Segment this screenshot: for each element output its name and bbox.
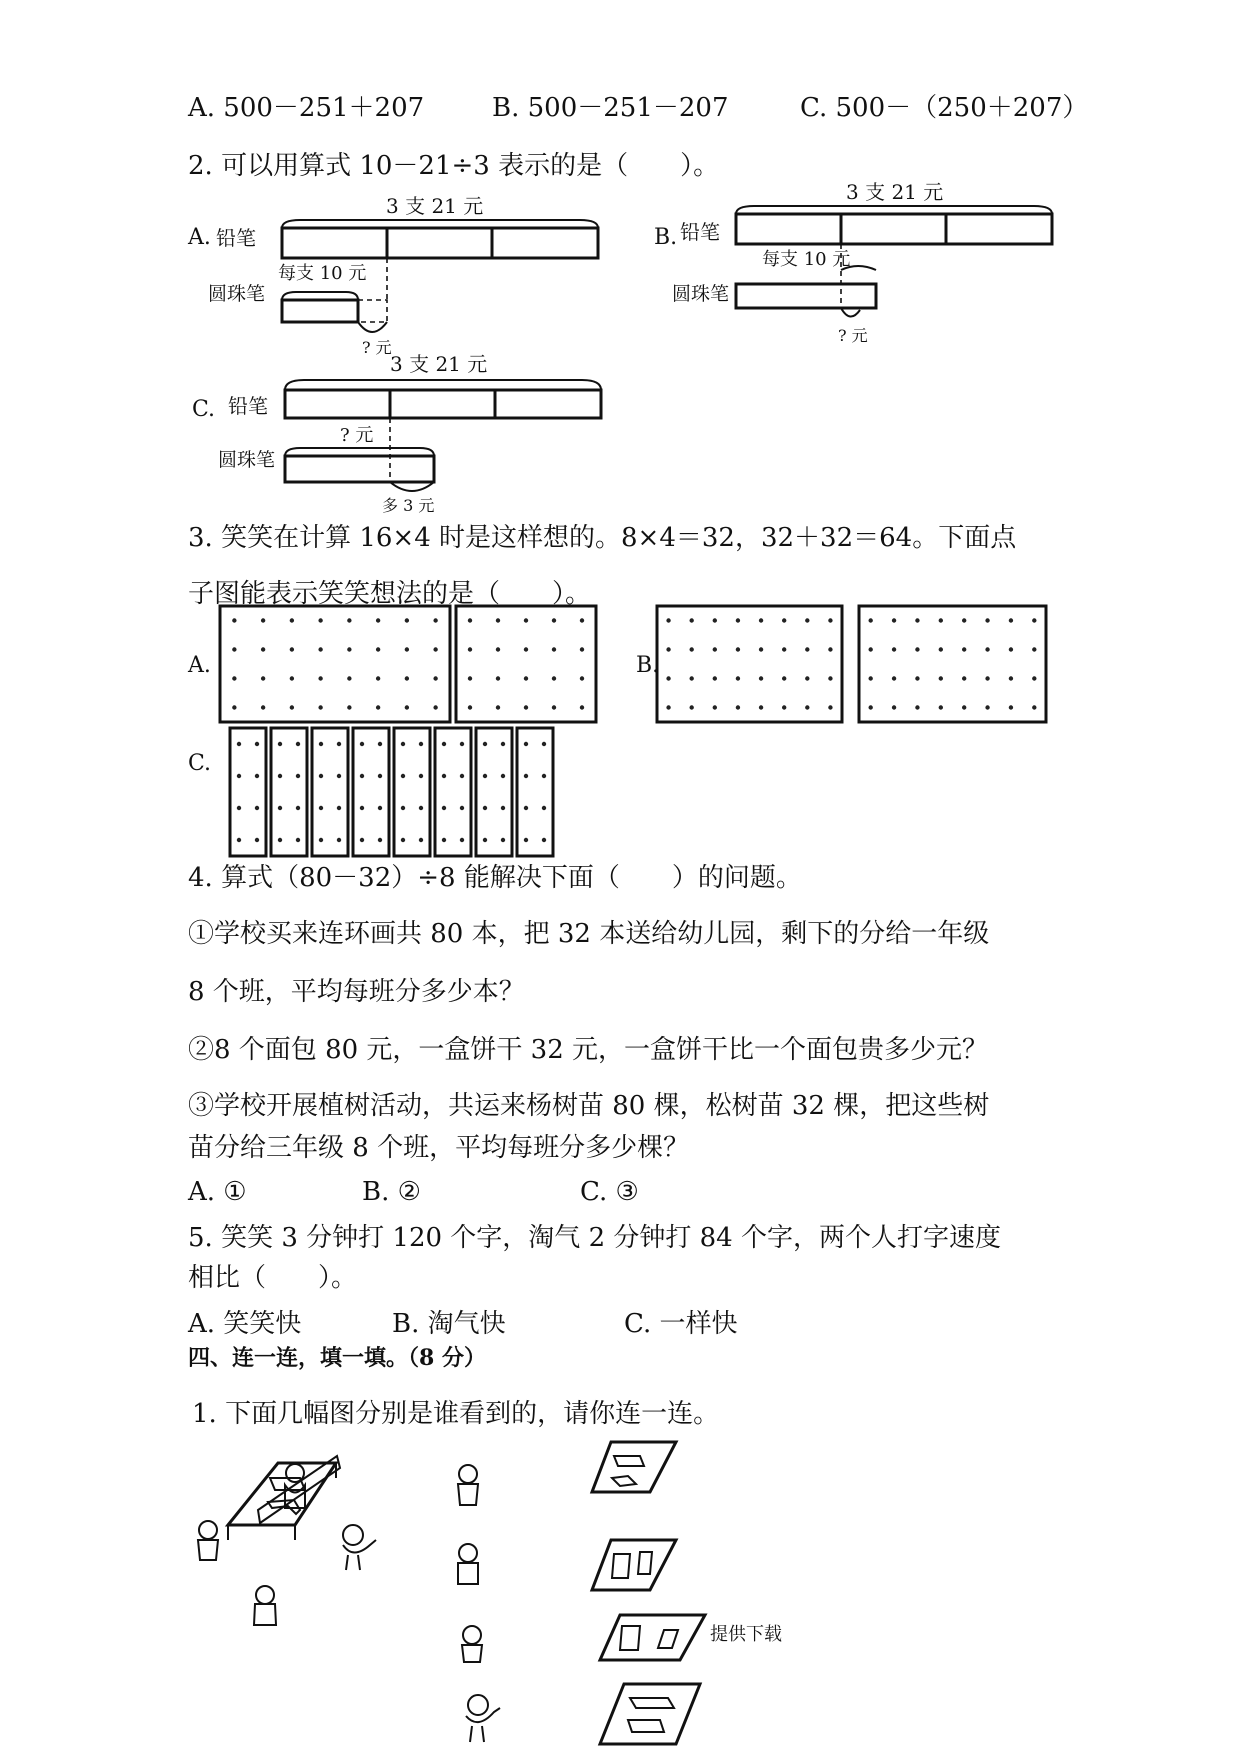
dot [319, 774, 323, 778]
dot [1009, 618, 1013, 622]
dot [580, 618, 584, 622]
q4-item3-line2: 苗分给三年级 8 个班，平均每班分多少棵？ [188, 1133, 690, 1163]
dot [496, 676, 500, 680]
dot [237, 806, 241, 810]
q5-option-a: A. 笑笑快 [188, 1309, 302, 1339]
dot-strip [476, 728, 512, 856]
dot [483, 838, 487, 842]
dot [805, 647, 809, 651]
dot [985, 647, 989, 651]
dot [713, 647, 717, 651]
dot [892, 647, 896, 651]
b-total-label: 3 支 21 元 [846, 180, 944, 204]
dot [378, 742, 382, 746]
dot [985, 705, 989, 709]
dot [460, 742, 464, 746]
dot-strip [271, 728, 307, 856]
q4-option-a: A. ① [188, 1177, 247, 1207]
observation-picture [198, 1442, 705, 1744]
dot [483, 806, 487, 810]
dot [828, 705, 832, 709]
dot [868, 705, 872, 709]
dot [442, 774, 446, 778]
q4-item1-line2: 8 个班，平均每班分多少本？ [188, 977, 525, 1007]
dot [255, 838, 259, 842]
dot [552, 705, 556, 709]
section4-question1: 1. 下面几幅图分别是谁看到的，请你连一连。 [192, 1399, 720, 1429]
q3-option-c: C. [188, 751, 212, 776]
dot [376, 618, 380, 622]
dot [892, 705, 896, 709]
b-letter: B. [654, 225, 678, 250]
dot [468, 647, 472, 651]
dot [232, 676, 236, 680]
dot [689, 676, 693, 680]
q4-item1-line1: ①学校买来连环画共 80 本，把 32 本送给幼儿园，剩下的分给一年级 [188, 919, 990, 949]
dot [805, 705, 809, 709]
dot [319, 806, 323, 810]
dot [296, 806, 300, 810]
dot [255, 742, 259, 746]
dot [939, 618, 943, 622]
dot [442, 742, 446, 746]
dot [892, 618, 896, 622]
dot [278, 742, 282, 746]
dot [290, 618, 294, 622]
c-pen-label: 圆珠笔 [218, 449, 276, 471]
dot [237, 838, 241, 842]
dot [378, 838, 382, 842]
dot [360, 806, 364, 810]
dot [782, 618, 786, 622]
q3-line1: 3. 笑笑在计算 16×4 时是这样想的。8×4＝32，32＋32＝64。下面点 [188, 523, 1017, 553]
dot [347, 705, 351, 709]
dot [419, 742, 423, 746]
dot [318, 618, 322, 622]
dot [378, 774, 382, 778]
b-unknown-label: ? 元 [838, 326, 868, 345]
dot [318, 647, 322, 651]
dot [524, 838, 528, 842]
dot [232, 647, 236, 651]
watermark-text: 提供下载 [710, 1624, 782, 1645]
dot [868, 647, 872, 651]
dot [915, 705, 919, 709]
dot [360, 838, 364, 842]
dot [468, 676, 472, 680]
dot [713, 618, 717, 622]
c-unknown-label: ? 元 [340, 425, 374, 446]
dot [689, 705, 693, 709]
dot-strip [435, 728, 471, 856]
q3-option-a: A. [188, 653, 211, 678]
dot [442, 838, 446, 842]
dot [401, 838, 405, 842]
dot [237, 774, 241, 778]
q4-item2: ②8 个面包 80 元，一盒饼干 32 元，一盒饼干比一个面包贵多少元？ [188, 1035, 989, 1065]
dot [580, 647, 584, 651]
dot-strip [394, 728, 430, 856]
dot [805, 618, 809, 622]
dot [962, 676, 966, 680]
dot [347, 618, 351, 622]
q5-line2: 相比（ ）。 [188, 1263, 358, 1293]
dot [782, 676, 786, 680]
dot [524, 647, 528, 651]
dot [496, 647, 500, 651]
dot [524, 705, 528, 709]
dot [419, 838, 423, 842]
a-pencil-label: 铅笔 [216, 226, 256, 250]
dot [666, 676, 670, 680]
dot [483, 742, 487, 746]
dot [460, 838, 464, 842]
dot [868, 618, 872, 622]
dot [318, 705, 322, 709]
option-c-strips [230, 728, 553, 856]
q1-option-c: C. 500－（250＋207） [800, 93, 1089, 123]
dot [828, 618, 832, 622]
dot [261, 705, 265, 709]
a-each-label: 每支 10 元 [278, 263, 367, 284]
diagram-c [285, 380, 601, 491]
dot-strip [312, 728, 348, 856]
dot [468, 618, 472, 622]
dot [1032, 618, 1036, 622]
dot [501, 774, 505, 778]
q5-option-c: C. 一样快 [624, 1309, 738, 1339]
dot [939, 676, 943, 680]
dot-strip [353, 728, 389, 856]
dot [347, 676, 351, 680]
dot [261, 647, 265, 651]
dot [460, 806, 464, 810]
q4-item3-line1: ③学校开展植树活动，共运来杨树苗 80 棵，松树苗 32 棵，把这些树 [188, 1091, 990, 1121]
q4-stem: 4. 算式（80－32）÷8 能解决下面（ ）的问题。 [188, 863, 802, 893]
dot [915, 618, 919, 622]
dot [232, 618, 236, 622]
dot [736, 676, 740, 680]
dot [501, 742, 505, 746]
dot [828, 647, 832, 651]
dot [255, 774, 259, 778]
dot [433, 676, 437, 680]
dot [524, 806, 528, 810]
dot [713, 705, 717, 709]
dot [405, 618, 409, 622]
dot [962, 618, 966, 622]
dot [496, 705, 500, 709]
dot [542, 774, 546, 778]
dot [296, 742, 300, 746]
dot [433, 618, 437, 622]
dot [501, 838, 505, 842]
c-total-label: 3 支 21 元 [390, 352, 488, 376]
dot [376, 676, 380, 680]
dot [290, 705, 294, 709]
dot [1032, 705, 1036, 709]
dot [261, 618, 265, 622]
dot [1032, 647, 1036, 651]
q1-option-a: A. 500－251＋207 [188, 93, 425, 123]
dot [255, 806, 259, 810]
dot [496, 618, 500, 622]
q4-option-b: B. ② [362, 1177, 421, 1207]
q3-line2: 子图能表示笑笑想法的是（ ）。 [188, 579, 592, 609]
dot [296, 838, 300, 842]
dot [237, 742, 241, 746]
dot [689, 647, 693, 651]
dot [666, 705, 670, 709]
a-letter: A. [188, 225, 211, 250]
dot [915, 647, 919, 651]
dot [713, 676, 717, 680]
section-heading: 四、连一连，填一填。（8 分） [188, 1345, 486, 1371]
dot [524, 618, 528, 622]
c-pencil-label: 铅笔 [228, 394, 268, 418]
dot [962, 647, 966, 651]
a-unknown-label: ? 元 [362, 338, 392, 357]
dot [689, 618, 693, 622]
dot [580, 676, 584, 680]
dot [278, 774, 282, 778]
dot [337, 806, 341, 810]
dot [337, 774, 341, 778]
a-pen-label: 圆珠笔 [208, 283, 266, 305]
dot [524, 676, 528, 680]
dot [433, 647, 437, 651]
dot [524, 774, 528, 778]
dot-grids [220, 606, 1046, 856]
dot [1009, 647, 1013, 651]
dot [892, 676, 896, 680]
dot [782, 705, 786, 709]
dot [552, 618, 556, 622]
q3-option-b: B. [636, 653, 660, 678]
dot [360, 742, 364, 746]
dot [666, 618, 670, 622]
dot [261, 676, 265, 680]
dot [290, 647, 294, 651]
dot [296, 774, 300, 778]
q1-option-b: B. 500－251－207 [492, 93, 729, 123]
dot [347, 647, 351, 651]
dot [985, 676, 989, 680]
dot [736, 647, 740, 651]
dot [759, 705, 763, 709]
q5-option-b: B. 淘气快 [392, 1309, 506, 1339]
dot [759, 647, 763, 651]
dot-strip [517, 728, 553, 856]
dot [542, 806, 546, 810]
c-more-label: 多 3 元 [382, 496, 435, 515]
dot [524, 742, 528, 746]
dot [401, 774, 405, 778]
dot [759, 676, 763, 680]
q4-option-c: C. ③ [580, 1177, 639, 1207]
dot [232, 705, 236, 709]
dot [915, 676, 919, 680]
dot [542, 838, 546, 842]
dot [419, 806, 423, 810]
dot [401, 742, 405, 746]
dot [278, 838, 282, 842]
dot [376, 647, 380, 651]
dot [805, 676, 809, 680]
dot [782, 647, 786, 651]
dot [337, 838, 341, 842]
dot [1009, 676, 1013, 680]
c-letter: C. [192, 397, 216, 422]
dot [433, 705, 437, 709]
dot [1032, 676, 1036, 680]
dot [318, 676, 322, 680]
dot [939, 647, 943, 651]
dot [580, 705, 584, 709]
dot [552, 647, 556, 651]
dot [319, 742, 323, 746]
dot [828, 676, 832, 680]
dot [378, 806, 382, 810]
dot [405, 705, 409, 709]
dot [337, 742, 341, 746]
dot [278, 806, 282, 810]
q5-line1: 5. 笑笑 3 分钟打 120 个字，淘气 2 分钟打 84 个字，两个人打字速度 [188, 1223, 1001, 1253]
dot [736, 618, 740, 622]
dot [552, 676, 556, 680]
dot [962, 705, 966, 709]
dot [868, 676, 872, 680]
dot [1009, 705, 1013, 709]
dot [442, 806, 446, 810]
q2-stem: 2. 可以用算式 10－21÷3 表示的是（ ）。 [188, 151, 720, 181]
dot [939, 705, 943, 709]
dot [405, 647, 409, 651]
dot [483, 774, 487, 778]
dot [501, 806, 505, 810]
dot [419, 774, 423, 778]
dot [401, 806, 405, 810]
b-each-label: 每支 10 元 [762, 249, 851, 270]
dot [290, 676, 294, 680]
dot [666, 647, 670, 651]
dot [319, 838, 323, 842]
b-pencil-label: 铅笔 [680, 220, 720, 244]
dot [468, 705, 472, 709]
dot [376, 705, 380, 709]
a-total-label: 3 支 21 元 [386, 194, 484, 218]
dot [405, 676, 409, 680]
dot [542, 742, 546, 746]
dot [460, 774, 464, 778]
dot-strip [230, 728, 266, 856]
dot [759, 618, 763, 622]
b-pen-label: 圆珠笔 [672, 283, 730, 305]
dot [360, 774, 364, 778]
dot [736, 705, 740, 709]
dot [985, 618, 989, 622]
